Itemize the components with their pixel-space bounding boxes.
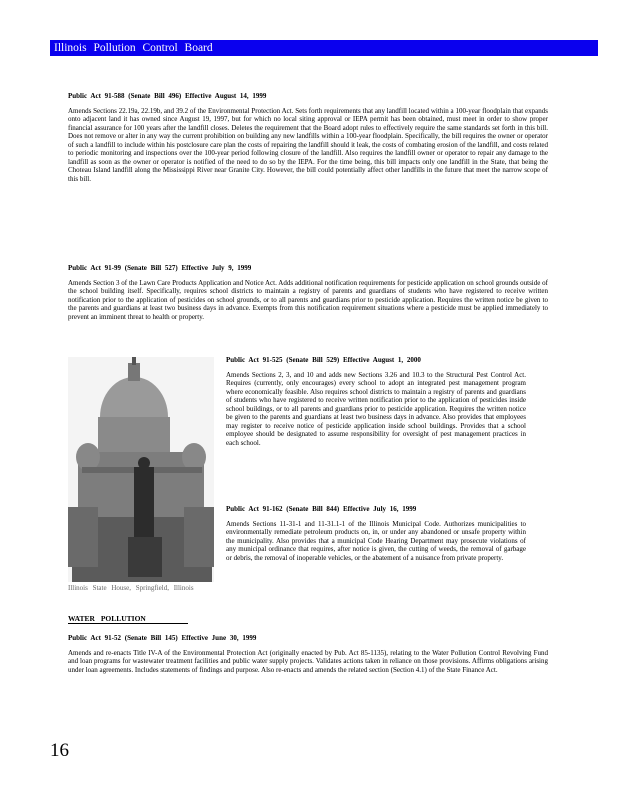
photo-caption: Illinois State House, Springfield, Illinois bbox=[68, 584, 194, 592]
act-body: Amends Section 3 of the Lawn Care Products Application and Notice Act. Adds additional notification requirements for pesticide application on school grounds outside of the school building itself. Specifically, requires school districts to maintain a registry of parents and guardians of students who have registered to receive written notification prior to the application of pesticides on school grounds, or to all parents and guardians prior to pesticide application. Requires the written notice be given to the parents and guardians at least two business days in advance. Exempts from this notification requirement situations where a pesticide must be applied immediately to prevent an imminent threat to health or property. bbox=[68, 278, 548, 321]
banner-title: Illinois Pollution Control Board bbox=[54, 42, 213, 54]
act-91-162 bbox=[226, 505, 526, 562]
page-number: 16 bbox=[50, 740, 69, 761]
state-house-photo bbox=[68, 357, 214, 582]
act-body: Amends Sections 11-31-1 and 11-31.1-1 of the Illinois Municipal Code. Authorizes municipalities to environmentally remediate petroleum products on, in, or under any abandoned or unsafe property within the municipality. Also provides that a municipal Code Hearing Department may prosecute violations of any municipal ordinance that requires, after notice is given, the cutting of weeds, the removal of garbage or debris, the removal of inoperable vehicles, or the abatement of a nuisance from private property. bbox=[226, 519, 526, 562]
act-91-99 bbox=[68, 264, 548, 321]
act-91-52 bbox=[68, 634, 548, 674]
act-body: Amends Sections 2, 3, and 10 and adds new Sections 3.26 and 10.3 to the Structural Pest Control Act. Requires (currently, only encourages) every school to adopt an integrated pest management program where economically feasible. Also requires school districts to maintain a registry of parents and guardians of students who have registered to receive written notification prior to the application of pesticides inside school buildings, or to all parents and guardians prior to pesticide application. Requires the written notice be given to the parents and guardians at least two business days in advance. Also provides that employees may register to receive notice of pesticide application inside school buildings. Provides that a school employee should be designated to assume responsibility for oversight of pest management practices in each school. bbox=[226, 370, 526, 447]
act-body: Amends and re-enacts Title IV-A of the Environmental Protection Act (originally enacted by Pub. Act 85-1135), relating to the Water Pollution Control Revolving Fund and loan programs for wastewater treatment facilities and public water supply projects. Validates actions taken in reliance on those provisions. Affirms obligations arising under loan agreements. Includes statements of findings and purpose. Also re-enacts and amends the related section (Section 4.1) of the State Finance Act. bbox=[68, 648, 548, 674]
act-91-588 bbox=[68, 92, 548, 183]
act-heading: Public Act 91-525 (Senate Bill 529) Effective August 1, 2000 bbox=[226, 356, 421, 364]
header-banner bbox=[50, 40, 598, 56]
water-pollution-heading: WATER POLLUTION bbox=[68, 614, 188, 624]
act-heading: Public Act 91-99 (Senate Bill 527) Effective July 9, 1999 bbox=[68, 264, 252, 272]
act-body: Amends Sections 22.19a, 22.19b, and 39.2 of the Environmental Protection Act. Sets forth requirements that any landfill located within a 100-year floodplain that expands onto adjacent land it has owned since August 19, 1997, but for which no local siting approval or IEPA permit has been obtained, must meet in order to show proper financial assurance for 100 years after the landfill closes. Deletes the requirement that the Board adopt rules to effectively require the same standards set forth in this bill. Does not remove or alter in any way the current prohibition on building any new landfills within a 100-year floodplain. Specifically, the bill requires the owner or operator of such a landfill to include within his postclosure care plan the costs of repairing the landfill should it leak, the costs of combating erosion of the landfill, and costs related to periodic monitoring and inspections over the 100-year period following closure of the landfill. Also requires the landfill owner or operator to repair any damage to the landfill as soon as the owner or operator is notified of the need to do so by the IEPA. For the time being, this bill impacts only one landfill in the State, that being the Choteau Island landfill along the Mississippi River near Granite City. However, the bill could potentially affect other landfills in the future that meet the narrow scope of this bill. bbox=[68, 106, 548, 183]
act-heading: Public Act 91-162 (Senate Bill 844) Effective July 16, 1999 bbox=[226, 505, 417, 513]
act-heading: Public Act 91-588 (Senate Bill 496) Effective August 14, 1999 bbox=[68, 92, 267, 100]
act-heading: Public Act 91-52 (Senate Bill 145) Effective June 30, 1999 bbox=[68, 634, 257, 642]
act-91-525 bbox=[226, 356, 526, 447]
